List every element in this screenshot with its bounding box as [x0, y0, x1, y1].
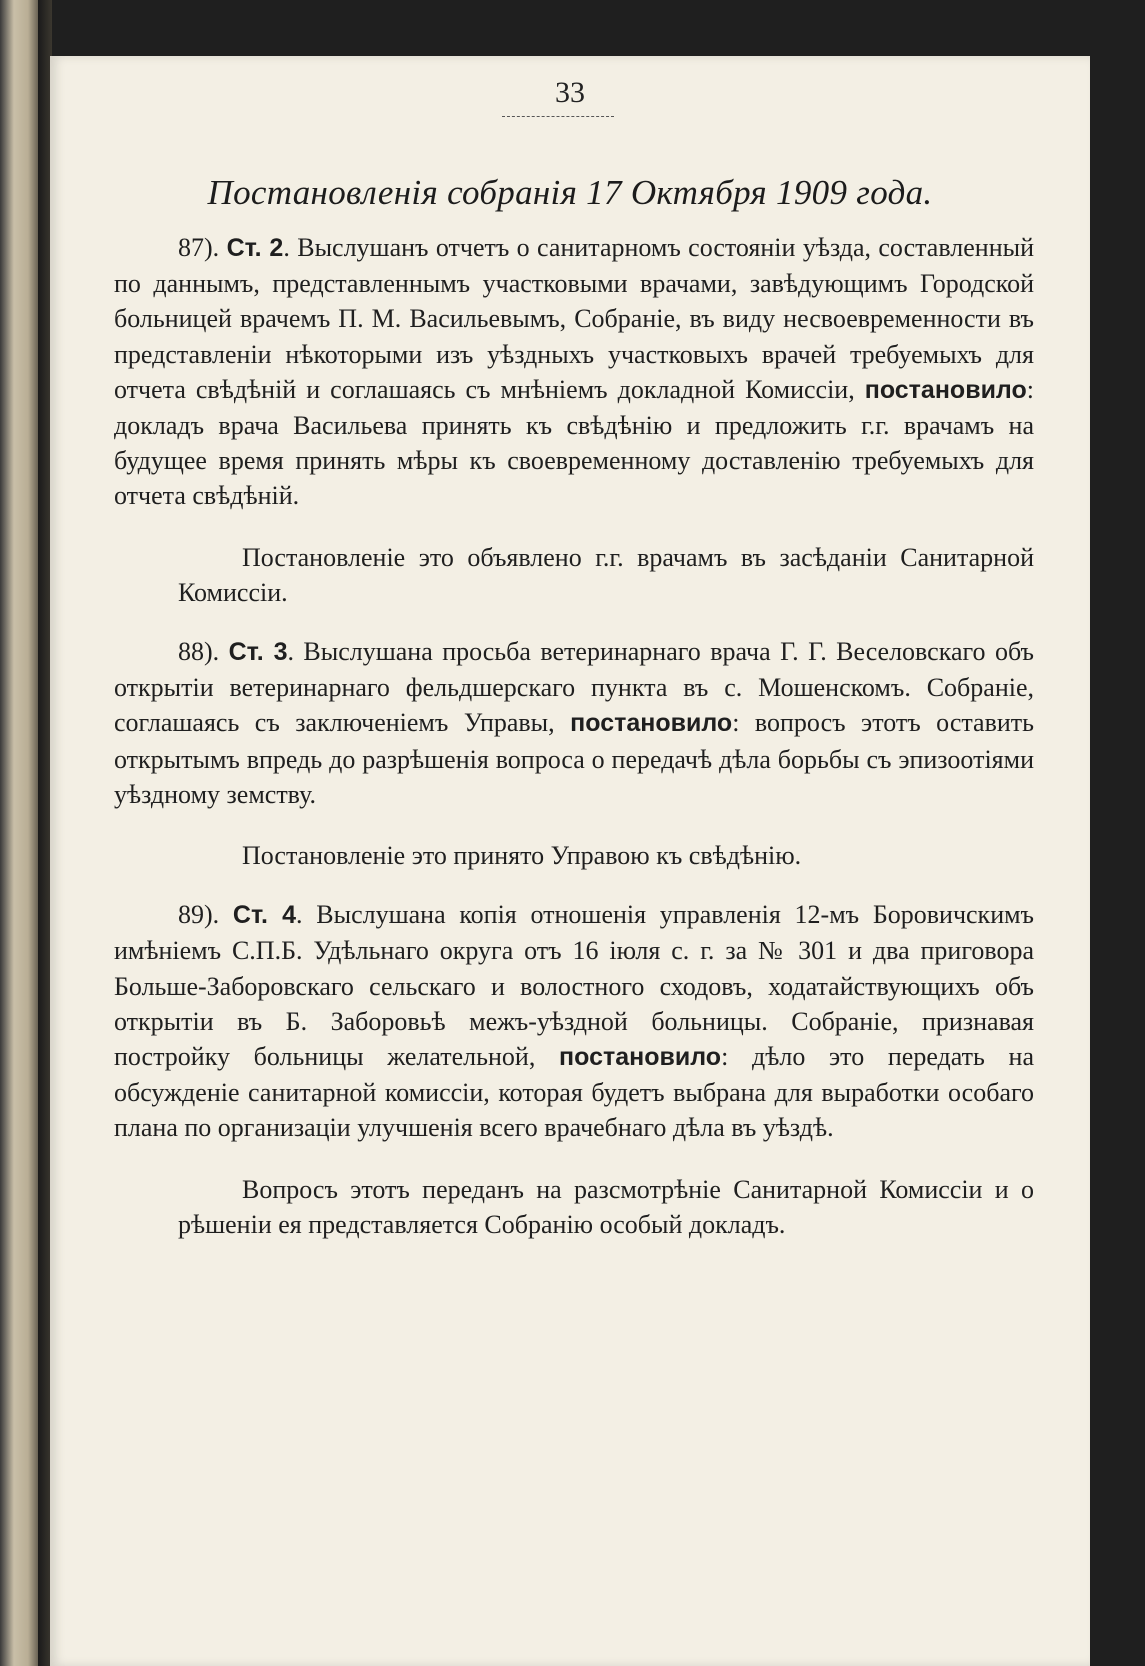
resolution-text: . Выслушана копія отношенія управленія 12-мъ Боровичскимъ имѣніемъ С.П.Б. Удѣльнаго округа отъ 16 іюля с. г. за № 301 и два приговора Больше-Заборовскаго сельскаго и волостного сходовъ, ходатайствующихъ объ открытіи въ Б. Заборовьѣ межъ-уѣздной больницы. Собраніе, признавая постройку больницы желательной, — [114, 900, 1035, 1072]
book-page — [50, 56, 1090, 1666]
item-number: 87). — [178, 233, 220, 262]
resolved-keyword: постановило — [864, 375, 1027, 404]
article-label: Ст. 4 — [232, 901, 297, 930]
resolution-note: Вопросъ этотъ переданъ на разсмотрѣніе Санитарной Комиссіи и о рѣшеніи ея представляется Собранію особый докладъ. — [178, 1174, 1034, 1239]
resolution-paragraph — [114, 634, 1034, 812]
article-label: Ст. 2 — [226, 234, 284, 262]
resolution-text: . Выслушана просьба ветеринарнаго врача Г. Г. Веселовскаго объ открытіи ветеринарнаго фельдшерскаго пункта въ с. Мошенскомъ. Собраніе, соглашаясь съ заключеніемъ Управы, — [114, 637, 1034, 738]
resolution-paragraph — [114, 230, 1034, 514]
resolution-note: Постановленіе это объявлено г.г. врачамъ въ засѣданіи Санитарной Комиссіи. — [178, 542, 1034, 607]
section-heading: Постановленія собранія 17 Октября 1909 года. — [207, 173, 933, 212]
resolved-keyword: постановило — [570, 709, 733, 738]
resolved-keyword: постановило — [559, 1043, 722, 1072]
page-body — [114, 230, 1034, 1242]
item-number: 88). — [178, 637, 220, 667]
item-number: 89). — [178, 900, 220, 930]
resolution-text-continued: : вопросъ этотъ оставить открытымъ впредь до разрѣшенія вопроса о передачѣ дѣла борьбы съ эпизоотіями уѣздному земству. — [114, 708, 1035, 809]
resolution-note: Постановленіе это принято Управою къ свѣдѣнію. — [242, 841, 802, 871]
page-number-rule — [502, 116, 614, 117]
resolution-text-continued: : дѣло это передать на обсужденіе санитарной комиссіи, которая будетъ выбрана для выработки особаго плана по организаціи улучшенія всего врачебнаго дѣла въ уѣздѣ. — [114, 1042, 1034, 1143]
resolution-text-continued: : докладъ врача Васильева принять къ свѣдѣнію и предложить г.г. врачамъ на будущее время принять мѣры къ своевременному доставленію требуемыхъ для отчета свѣдѣній. — [114, 374, 1034, 511]
resolution-paragraph — [114, 897, 1034, 1145]
article-label: Ст. 3 — [228, 638, 288, 667]
page-number: 33 — [555, 76, 585, 109]
previous-page-edge — [0, 0, 40, 1666]
resolution-text: . Выслушанъ отчетъ о санитарномъ состояніи уѣзда, составленный по даннымъ, представленнымъ участковыми врачами, завѣдующимъ Городской больницей врачемъ П. М. Васильевымъ, Собраніе, въ виду несвоевременности въ представленіи нѣкоторыми изъ уѣздныхъ участковыхъ врачей требуемыхъ для отчета свѣдѣній и соглашаясь съ мнѣніемъ докладной Комиссіи, — [114, 233, 1034, 404]
